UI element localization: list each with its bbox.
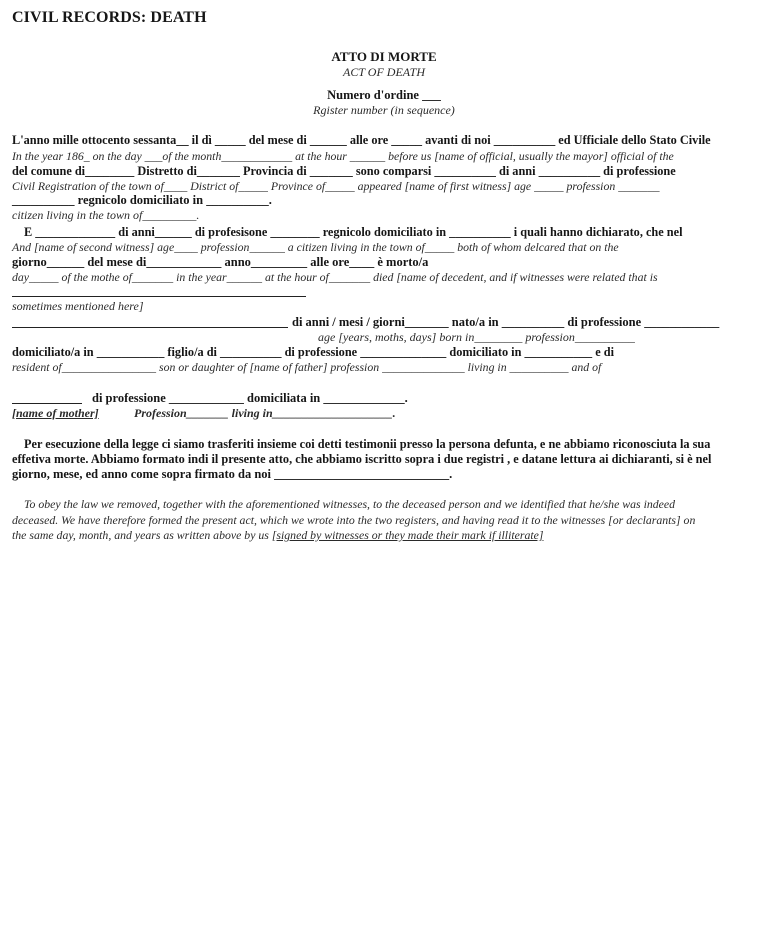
legal-italian-line-1: Per esecuzione della legge ci siamo trasferiti insieme coi detti testimonii presso la persona defunta, e ne abbiamo riconosciuta la sua (24, 437, 711, 451)
decedent-name-line-2 (12, 327, 288, 328)
legal-english-line-3 (12, 528, 543, 542)
page-header: CIVIL RECORDS: DEATH (12, 9, 207, 26)
form-line-7-english: age [years, moths, days] born in________ profession__________ (318, 330, 635, 344)
form-line-4-english: And [name of second witness] age____ profession______ a citizen living in the town of_____ both of whom delcared that on the (12, 240, 619, 254)
form-line-2-english: Civil Registration of the town of____ District of_____ Province of_____ appeared [name of first witness] age _____ profession _______ (12, 179, 660, 193)
legal-english-line-2: deceased. We have therefore formed the present act, which we wrote into the two registers, and having read it to the witnesses [or declarants] on (12, 513, 696, 527)
form-line-9-italian: di professione ____________ domiciliata in _____________. (92, 391, 408, 405)
form-line-6-english: sometimes mentioned here] (12, 299, 144, 313)
form-title: ATTO DI MORTE (331, 49, 437, 64)
form-line-8-italian: domiciliato/a in ___________ figlio/a di __________ di professione ______________ domiciliato in ___________ e di (12, 345, 615, 359)
form-line-1-english: In the year 186_ on the day ___of the month____________ at the hour ______ before us [name of official, usually the mayor] official of the (12, 149, 674, 163)
form-line-1-italian: L'anno mille ottocento sessanta__ il dì _____ del mese di ______ alle ore _____ avanti di noi __________ ed Ufficiale dello Stato Civile (12, 133, 711, 147)
decedent-name-line-1 (12, 296, 306, 297)
form-line-7-italian: di anni / mesi / giorni_______ nato/a in __________ di professione ____________ (292, 315, 720, 329)
form-line-2-italian: del comune di________ Distretto di_______ Provincia di _______ sono comparsi __________ di anni __________ di professione (12, 164, 676, 178)
legal-english-line-1: To obey the law we removed, together with the aforementioned witnesses, to the deceased person and we identified that he/she was indeed (24, 497, 676, 511)
form-title-translation: ACT OF DEATH (342, 65, 425, 79)
form-line-3-italian: __________ regnicolo domiciliato in __________. (12, 193, 272, 207)
form-line-5-italian: giorno______ del mese di____________ anno_________ alle ore____ è morto/a (12, 255, 429, 269)
signature-note: [signed by witnesses or they made their mark if illiterate] (271, 528, 544, 542)
form-line-3-english: citizen living in the town of_________. (12, 208, 200, 222)
form-line-9-english-rest: Profession_______ living in____________________. (134, 406, 396, 420)
legal-italian-line-2: effetiva morte. Abbiamo formato indi il presente atto, che abbiamo iscritto sopra i due registri , e datane lettura ai dichiaranti, si è nel (12, 452, 712, 466)
legal-italian-line-3: giorno, mese, ed anno come sopra firmato da noi ____________________________. (12, 467, 453, 481)
register-number-label: Numero d'ordine ___ (327, 88, 441, 102)
form-line-4-italian: E _____________ di anni______ di profesisone ________ regnicolo domiciliato in __________ i quali hanno dichiarato, che nel (24, 225, 683, 239)
form-line-8-english: resident of________________ son or daughter of [name of father] profession ______________ living in __________ and of (12, 360, 602, 374)
legal-english-line-3-text: the same day, month, and years as written above by us (12, 528, 272, 542)
form-line-9-english-mother: [name of mother] (12, 406, 99, 420)
form-line-5-english: day_____ of the mothe of_______ in the year______ at the hour of_______ died [name of decedent, and if witnesses were related that is (12, 270, 658, 284)
register-number-translation: Rgister number (in sequence) (313, 103, 455, 117)
mother-name-line (12, 403, 82, 404)
